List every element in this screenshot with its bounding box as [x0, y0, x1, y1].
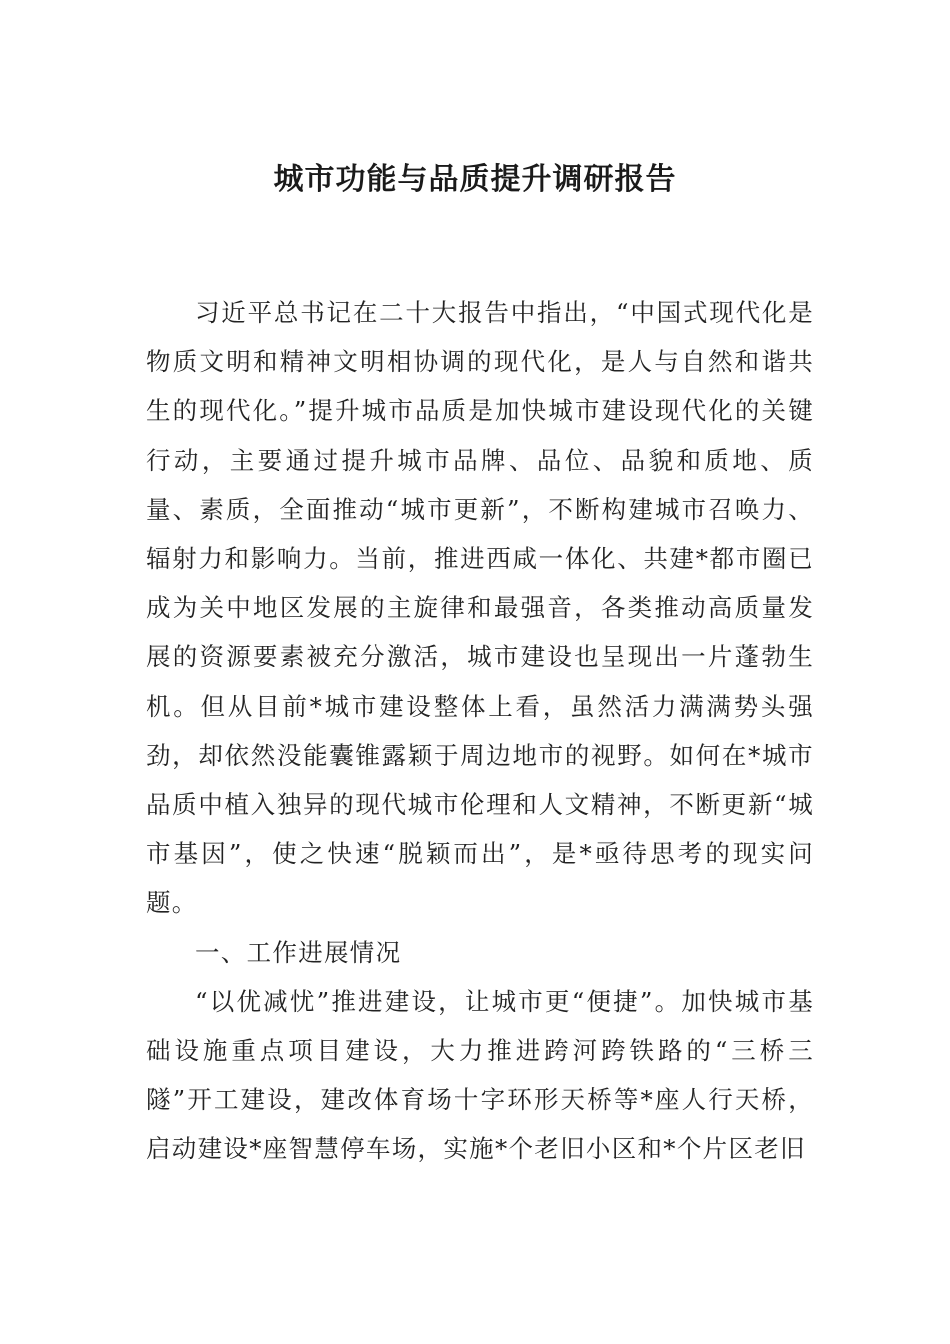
document-title: 城市功能与品质提升调研报告	[273, 162, 677, 197]
intro-paragraph: 习近平总书记在二十大报告中指出，“中国式现代化是物质文明和精神文明相协调的现代化，是人与自然和谐共生的现代化。”提升城市品质是加快城市建设现代化的关键行动，主要通过提升城市品牌、品位、品貌和质地、质量、素质，全面推动“城市更新”，不断构建城市召唤力、辐射力和影响力。当前，推进西咸一体化、共建*都市圈已成为关中地区发展的主旋律和最强音，各类推动高质量发展的资源要素被充分激活，城市建设也呈现出一片蓬勃生机。但从目前*城市建设整体上看，虽然活力满满势头强劲，却依然没能囊锥露颖于周边地市的视野。如何在*城市品质中植入独异的现代城市伦理和人文精神，不断更新“城市基因”，使之快速“脱颖而出”，是*亟待思考的现实问题。	[146, 298, 814, 918]
document-body	[146, 288, 814, 1174]
body-paragraph: “以优减忧”推进建设，让城市更“便捷”。加快城市基础设施重点项目建设，大力推进跨河跨铁路的“三桥三隧”开工建设，建改体育场十字环形天桥等*座人行天桥，启动建设*座智慧停车场，实施*个老旧小区和*个片区老旧	[146, 986, 814, 1164]
section-heading: 一、工作进展情况	[195, 937, 402, 967]
